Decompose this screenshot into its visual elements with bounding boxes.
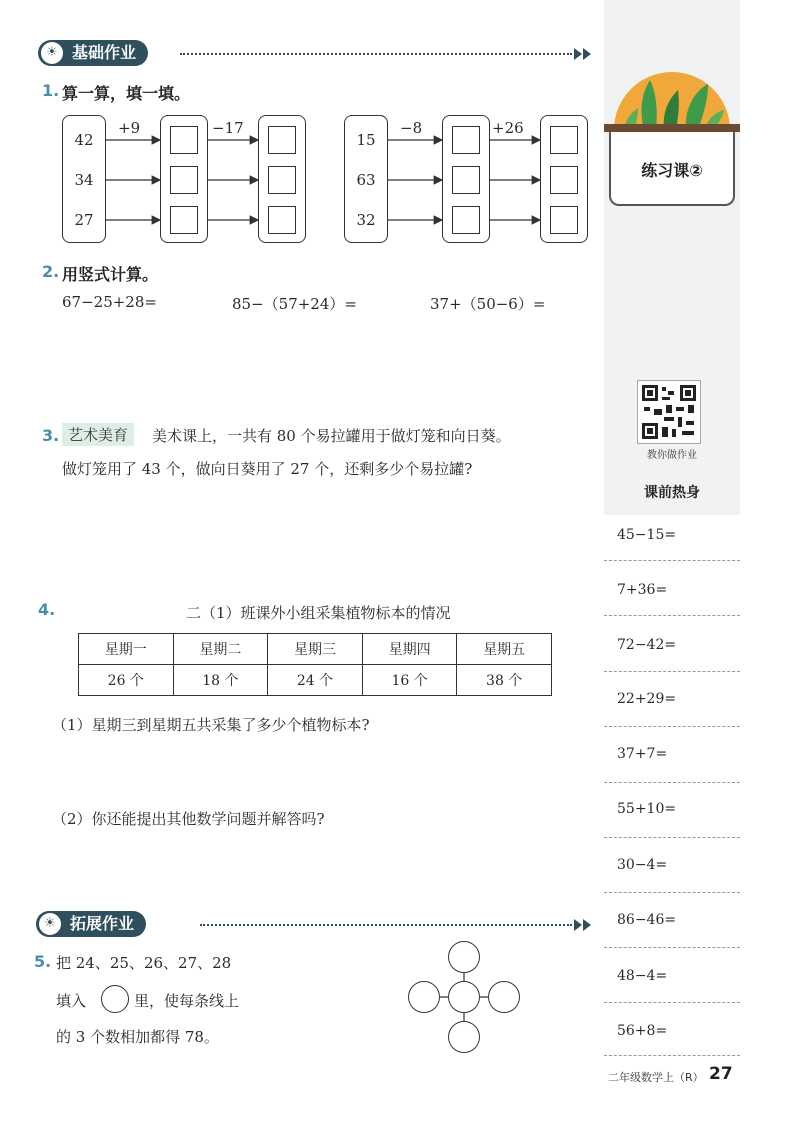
specimen-table: [78, 633, 552, 696]
lesson-title: 练习课②: [641, 161, 703, 180]
input-number: 34: [74, 171, 94, 189]
answer-square[interactable]: [268, 166, 296, 194]
topic-tag: 艺术美育: [62, 423, 134, 446]
answer-square[interactable]: [170, 126, 198, 154]
problem-text: 填入: [56, 992, 87, 1010]
lightbulb-icon: ☀: [41, 42, 63, 64]
warmup-item: 7+36=: [617, 582, 668, 598]
answer-line: [604, 892, 740, 893]
table-header: 星期三: [268, 634, 363, 665]
arrow-icon: [574, 919, 582, 931]
answer-square[interactable]: [550, 206, 578, 234]
section-title: 基础作业: [72, 43, 137, 62]
input-number: 27: [74, 211, 94, 229]
table-header: 星期五: [457, 634, 552, 665]
table-cell: 16 个: [362, 665, 457, 696]
input-number: 32: [356, 211, 376, 229]
table-row: [79, 665, 552, 696]
problem-text: 里，使每条线上: [134, 992, 240, 1010]
answer-square[interactable]: [452, 166, 480, 194]
answer-circle[interactable]: [448, 981, 480, 1013]
table-caption: 二（1）班课外小组采集植物标本的情况: [186, 604, 451, 622]
warmup-title: 课前热身: [644, 485, 700, 501]
table-header: 星期二: [173, 634, 268, 665]
operation-label: +26: [492, 119, 524, 137]
lightbulb-icon: ☀: [39, 913, 61, 935]
warmup-item: 56+8=: [617, 1023, 668, 1039]
warmup-item: 86−46=: [617, 912, 677, 928]
answer-square[interactable]: [268, 126, 296, 154]
book-label: 二年级数学上（R）: [608, 1071, 704, 1084]
answer-circle[interactable]: [408, 981, 440, 1013]
answer-line: [604, 726, 740, 727]
answer-square[interactable]: [170, 166, 198, 194]
answer-line: [604, 560, 740, 561]
answer-square[interactable]: [268, 206, 296, 234]
qr-caption: 教你做作业: [647, 450, 697, 461]
plant-illustration: [604, 60, 740, 132]
planter-rim: [604, 124, 740, 132]
warmup-item: 48−4=: [617, 968, 668, 984]
answer-circle[interactable]: [448, 941, 480, 973]
problem-text: 美术课上，一共有 80 个易拉罐用于做灯笼和向日葵。: [152, 427, 511, 445]
problem-text: 的 3 个数相加都得 78。: [56, 1028, 219, 1046]
answer-line: [604, 947, 740, 948]
problem-text: 做灯笼用了 43 个，做向日葵用了 27 个，还剩多少个易拉罐?: [62, 460, 473, 478]
sub-question: （2）你还能提出其他数学问题并解答吗?: [52, 810, 325, 828]
dotted-divider: [200, 924, 572, 926]
answer-line: [604, 615, 740, 616]
input-number: 63: [356, 171, 376, 189]
qr-code-icon: [638, 381, 700, 443]
warmup-item: 55+10=: [617, 801, 677, 817]
answer-line: [604, 1055, 740, 1056]
vertical-calc-expr: 67−25+28=: [62, 293, 157, 311]
table-cell: 18 个: [173, 665, 268, 696]
warmup-item: 30−4=: [617, 857, 668, 873]
question-number: 4.: [38, 600, 56, 619]
qr-code[interactable]: [637, 380, 701, 444]
input-number: 42: [74, 131, 94, 149]
vertical-calc-expr: 37+（50−6）=: [430, 295, 546, 313]
question-title: 用竖式计算。: [62, 265, 159, 284]
question-number: 3.: [42, 426, 60, 445]
page-number: 27: [709, 1064, 733, 1084]
section-badge-extend: [36, 911, 146, 937]
question-title: 算一算，填一填。: [62, 84, 191, 103]
warmup-item: 45−15=: [617, 527, 677, 543]
problem-text: 把 24、25、26、27、28: [56, 954, 232, 972]
answer-square[interactable]: [550, 166, 578, 194]
arrow-icon: [583, 919, 591, 931]
table-cell: 38 个: [457, 665, 552, 696]
circle-icon: [101, 985, 129, 1013]
table-cell: 26 个: [79, 665, 174, 696]
answer-square[interactable]: [170, 206, 198, 234]
warmup-item: 22+29=: [617, 691, 677, 707]
operation-label: +9: [118, 119, 141, 137]
answer-square[interactable]: [550, 126, 578, 154]
question-number: 5.: [34, 952, 52, 971]
warmup-item: 72−42=: [617, 637, 677, 653]
answer-line: [604, 837, 740, 838]
vertical-calc-expr: 85−（57+24）=: [232, 295, 357, 313]
answer-square[interactable]: [452, 126, 480, 154]
answer-circle[interactable]: [488, 981, 520, 1013]
table-header: 星期四: [362, 634, 457, 665]
question-number: 2.: [42, 262, 60, 281]
question-number: 1.: [42, 81, 60, 100]
warmup-item: 37+7=: [617, 746, 668, 762]
operation-label: −17: [212, 119, 244, 137]
answer-line: [604, 671, 740, 672]
input-number: 15: [356, 131, 376, 149]
answer-circle[interactable]: [448, 1021, 480, 1053]
table-header-row: [79, 634, 552, 665]
table-header: 星期一: [79, 634, 174, 665]
table-cell: 24 个: [268, 665, 363, 696]
section-title: 拓展作业: [70, 914, 135, 933]
operation-label: −8: [400, 119, 423, 137]
answer-square[interactable]: [452, 206, 480, 234]
answer-line: [604, 782, 740, 783]
answer-line: [604, 1002, 740, 1003]
sub-question: （1）星期三到星期五共采集了多少个植物标本?: [52, 716, 370, 734]
